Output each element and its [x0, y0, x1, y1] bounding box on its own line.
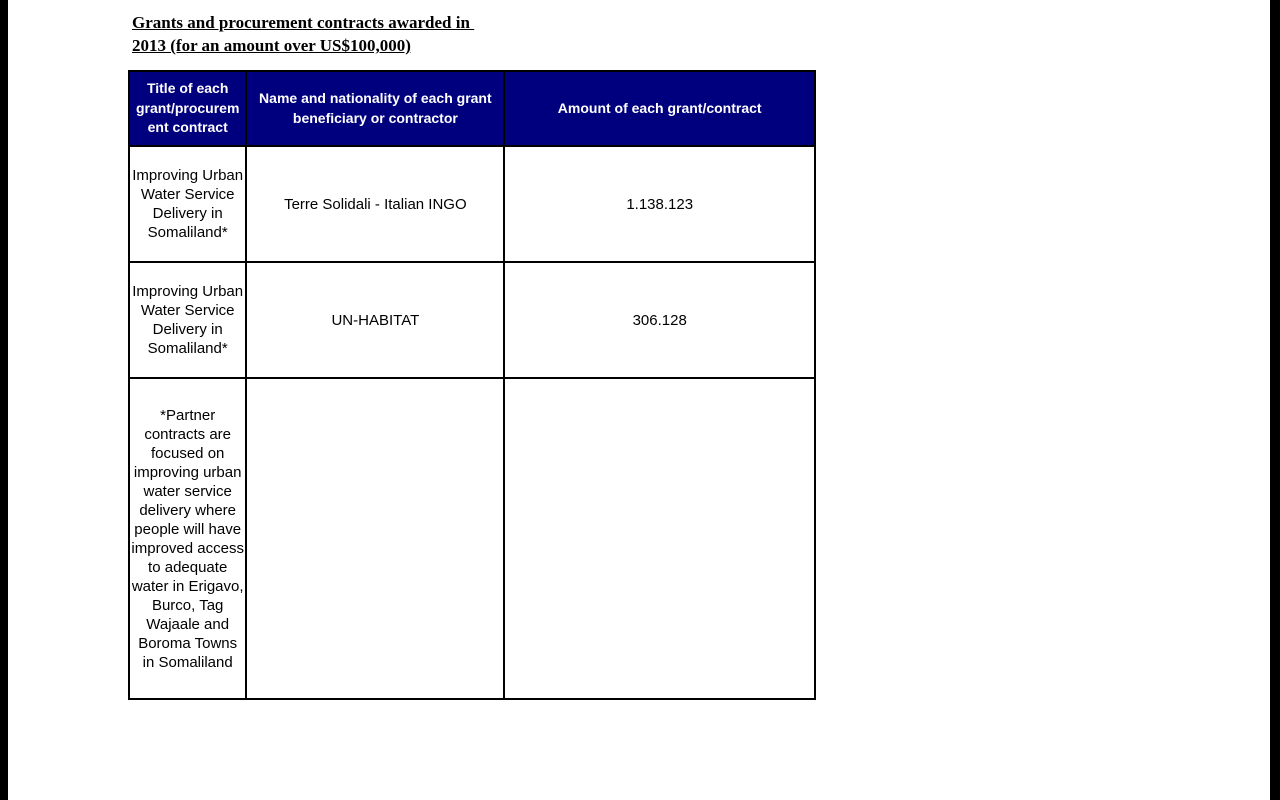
- cell-beneficiary: Terre Solidali - Italian INGO: [246, 146, 504, 262]
- cell-beneficiary: UN-HABITAT: [246, 262, 504, 378]
- document-page: [8, 0, 1270, 800]
- cell-title: Improving Urban Water Service Delivery in Somaliland*: [129, 262, 246, 378]
- header-amount: Amount of each grant/contract: [504, 71, 815, 146]
- table-row: [129, 146, 815, 262]
- cell-empty: [246, 378, 504, 699]
- title-line-2: 2013 (for an amount over US$100,000): [132, 36, 411, 55]
- table-header-row: [129, 71, 815, 146]
- cell-amount: 306.128: [504, 262, 815, 378]
- cell-footnote: *Partner contracts are focused on improving urban water service delivery where people will have improved access to adequate water in Erigavo, Burco, Tag Wajaale and Boroma Towns in Somaliland: [129, 378, 246, 699]
- table-row: [129, 378, 815, 699]
- cell-title: Improving Urban Water Service Delivery in Somaliland*: [129, 146, 246, 262]
- cell-amount: 1.138.123: [504, 146, 815, 262]
- grants-table: [128, 70, 816, 700]
- document-title: [132, 11, 474, 57]
- table-row: [129, 262, 815, 378]
- cell-empty: [504, 378, 815, 699]
- header-title: Title of each grant/procurem ent contract: [129, 71, 246, 146]
- title-line-1: Grants and procurement contracts awarded in: [132, 13, 475, 32]
- header-beneficiary: Name and nationality of each grant beneficiary or contractor: [246, 71, 504, 146]
